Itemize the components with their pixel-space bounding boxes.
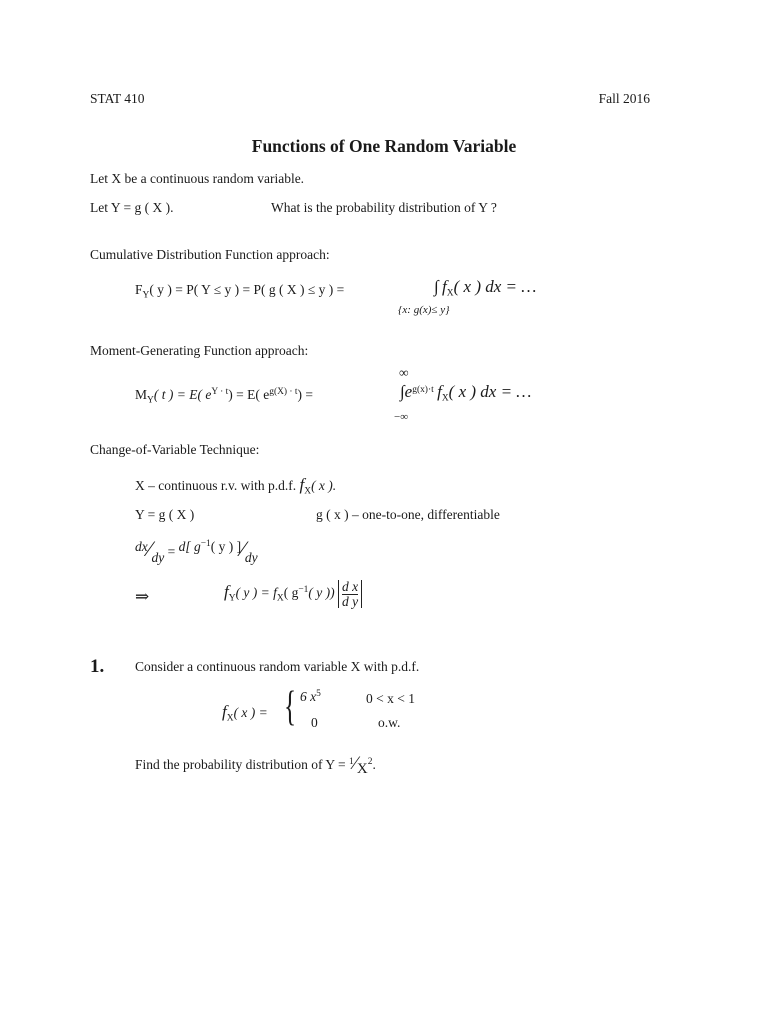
deriv-eq: = — [167, 544, 179, 559]
mgf-M-sub: Y — [147, 395, 154, 406]
cdf-F-sub: Y — [142, 290, 150, 301]
cov-line-2a: Y = g ( X ) — [135, 507, 195, 522]
case1-sup: 5 — [316, 689, 321, 699]
abs-derivative-fraction — [338, 580, 362, 608]
cdf-heading: Cumulative Distribution Function approach: — [90, 247, 330, 262]
cdf-domain — [398, 305, 449, 316]
mgf-upper-limit: ∞ — [399, 365, 409, 380]
deriv-rhs-numerator — [179, 539, 242, 554]
problem-text: Consider a continuous random variable X with p.d.f. — [135, 659, 420, 674]
cdf-integrand: f — [442, 277, 447, 296]
mgf-sup2: g(X) · t — [269, 387, 298, 397]
result-f: f — [224, 582, 229, 602]
cov-line-2b: g ( x ) – one-to-one, differentiable — [316, 507, 500, 522]
intro-line-2a: Let Y = g ( X ). — [90, 200, 174, 215]
transformation-formula — [224, 580, 362, 608]
cdf-domain-text: {x: g(x)≤ y} — [398, 304, 450, 316]
deriv-rhs-den: dy — [244, 550, 258, 565]
mgf-mid: ) = E( e — [228, 387, 270, 403]
pdf-sub: X — [226, 713, 234, 724]
mgf-integral — [400, 383, 531, 404]
cdf-mid: ( y ) = P( Y ≤ y ) = P( g ( X ) ≤ y ) = — [149, 282, 345, 297]
fraction-slash: ⁄ — [353, 753, 357, 774]
integral-sign: ∫ — [400, 382, 405, 401]
find-text: Find the probability distribution of Y = — [135, 757, 349, 772]
mgf-rest: ( x ) dx = … — [448, 382, 532, 401]
pdf-eq: ( x ) = — [233, 705, 268, 720]
mgf-sup3: g(x)·t — [412, 384, 434, 395]
mgf-lower-limit: −∞ — [394, 411, 409, 423]
cov-line1-end: ( x ). — [311, 478, 337, 493]
result-sub: Y — [228, 593, 236, 604]
mgf-heading: Moment-Generating Function approach: — [90, 343, 309, 358]
mgf-f: f — [437, 382, 442, 401]
deriv-den: dy — [151, 550, 165, 565]
result-mid: ( y ) = f — [235, 585, 277, 601]
intro-line-2b: What is the probability distribution of Y ? — [271, 200, 497, 215]
deriv-rhs-sup: −1 — [200, 538, 211, 549]
cdf-integral — [434, 278, 536, 299]
case-1-condition: 0 < x < 1 — [366, 691, 415, 706]
problem-number: 1. — [90, 656, 105, 677]
course-label: STAT 410 — [90, 91, 145, 106]
deriv-rhs-rest: ( y ) ] — [210, 539, 242, 554]
find-distribution — [135, 754, 376, 777]
mgf-e: e — [404, 382, 413, 401]
term-label: Fall 2016 — [598, 91, 650, 106]
integral-sign: ∫ — [434, 277, 439, 296]
mgf-equation — [135, 388, 313, 406]
mgf-f-sub: X — [441, 393, 449, 404]
case1-val: 6 x — [300, 689, 317, 705]
cdf-integrand-sub: X — [446, 288, 454, 299]
cdf-equation — [135, 283, 344, 301]
cov-f: f — [299, 475, 305, 494]
implies-arrow: ⇒ — [135, 587, 150, 606]
find-den: X — [356, 761, 368, 777]
cov-f-sub: X — [304, 486, 312, 497]
find-end: . — [372, 757, 376, 772]
pdf-lhs — [222, 703, 268, 724]
cov-line1-text: X – continuous r.v. with p.d.f. — [135, 478, 297, 493]
pdf-f: f — [222, 702, 227, 721]
deriv-num: dx — [135, 539, 148, 554]
cov-heading: Change-of-Variable Technique: — [90, 442, 260, 457]
fraction-slash: ⁄ — [147, 536, 152, 561]
cdf-F: F — [135, 282, 143, 297]
find-sup: 2 — [367, 756, 373, 767]
result-sub2: X — [276, 593, 284, 604]
derivative-line — [135, 538, 258, 565]
find-num: 1 — [348, 756, 354, 767]
result-end: ( y )) — [308, 585, 335, 601]
cdf-integrand-rest: ( x ) dx = … — [453, 277, 537, 296]
page-title: Functions of One Random Variable — [251, 136, 517, 156]
mgf-eq: ) = — [297, 387, 314, 403]
case-2-value: 0 — [311, 715, 318, 730]
frac-bottom: d y — [342, 593, 359, 609]
deriv-rhs-num: d[ g — [178, 539, 201, 554]
case-2-condition: o.w. — [378, 715, 401, 730]
result-g: ( g — [283, 585, 299, 601]
mgf-t: ( t ) = E( e — [153, 387, 212, 403]
mgf-sup1: Y · t — [211, 387, 229, 397]
frac-top: d x — [342, 579, 359, 594]
left-brace: { — [284, 684, 297, 730]
intro-line-1: Let X be a continuous random variable. — [90, 171, 305, 186]
mgf-M: M — [135, 387, 148, 403]
case-1-value — [300, 690, 321, 704]
result-sup: −1 — [298, 584, 309, 595]
cov-line-1 — [135, 476, 336, 497]
fraction-slash: ⁄ — [241, 536, 245, 561]
